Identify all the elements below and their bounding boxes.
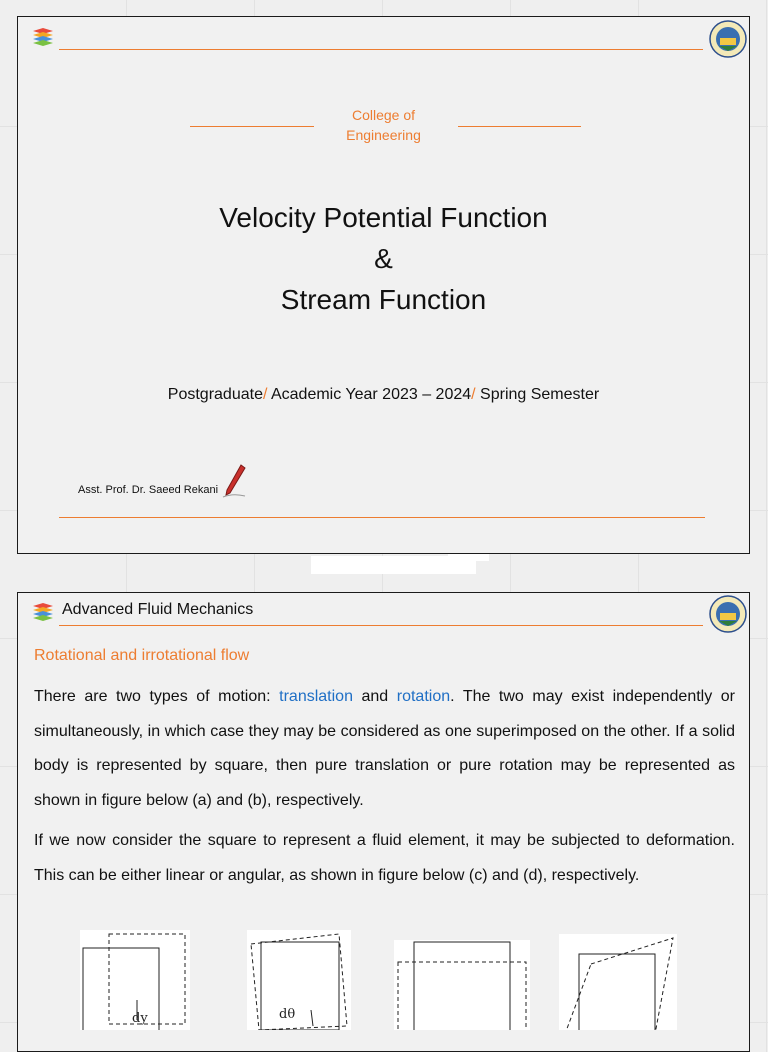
title-line-2: & <box>374 243 393 274</box>
footer-rule <box>59 517 705 518</box>
figure-d-drawing <box>559 934 677 1030</box>
books-logo-icon <box>31 602 55 624</box>
subtitle <box>18 386 749 404</box>
figure-c-drawing <box>394 940 530 1030</box>
figure-a-translation <box>80 930 190 1030</box>
university-seal-icon <box>709 20 747 58</box>
term-rotation: rotation <box>396 688 451 705</box>
figure-a-label: dy <box>132 1011 148 1026</box>
figure-a-drawing <box>80 930 190 1030</box>
paragraph-1-text: . The two may exist independently or simultaneously, in which case they may be considered as one superimposed on the other. If a solid body is represented by square, then pure translation or pure rotation may be represented as shown in figure below (a) and (b), respectively. <box>34 688 735 809</box>
term-translation: translation <box>279 688 353 705</box>
college-line-2: Engineering <box>346 127 421 143</box>
paragraph-2: If we now consider the square to represent a fluid element, it may be subjected to deformation. This can be either linear or angular, as shown in figure below (c) and (d), respectively. <box>34 832 735 884</box>
author-name: Asst. Prof. Dr. Saeed Rekani <box>78 484 219 496</box>
header-rule <box>59 49 703 50</box>
title-line-1: Velocity Potential Function <box>219 202 548 233</box>
figure-b-rotation <box>247 930 351 1030</box>
college-line-1: College of <box>351 107 416 123</box>
title-slide <box>17 16 750 554</box>
paragraph-1-text: There are two types of motion: <box>34 688 280 705</box>
course-title: Advanced Fluid Mechanics <box>62 601 254 618</box>
subtitle-year: Academic Year 2023 – 2024 <box>267 386 472 403</box>
subtitle-level: Postgraduate <box>167 386 263 403</box>
figure-d-angular-deformation <box>559 934 677 1030</box>
books-logo-icon <box>31 27 55 49</box>
paragraph-1 <box>34 680 735 818</box>
title-line-3: Stream Function <box>280 284 487 315</box>
paragraph-1-text: and <box>352 688 397 705</box>
college-name <box>18 105 749 145</box>
subtitle-separator: / <box>262 386 268 403</box>
figure-c-linear-deformation <box>394 940 530 1030</box>
slide-title <box>18 197 749 320</box>
subtitle-separator: / <box>471 386 476 403</box>
subtitle-semester: Spring Semester <box>475 386 600 403</box>
figure-b-label: dθ <box>279 1007 296 1022</box>
header-rule <box>59 625 703 626</box>
content-slide <box>17 592 750 1052</box>
university-seal-icon <box>709 595 747 633</box>
section-heading: Rotational and irrotational flow <box>34 647 250 664</box>
figure-b-drawing <box>247 930 351 1030</box>
pen-icon <box>221 463 247 499</box>
